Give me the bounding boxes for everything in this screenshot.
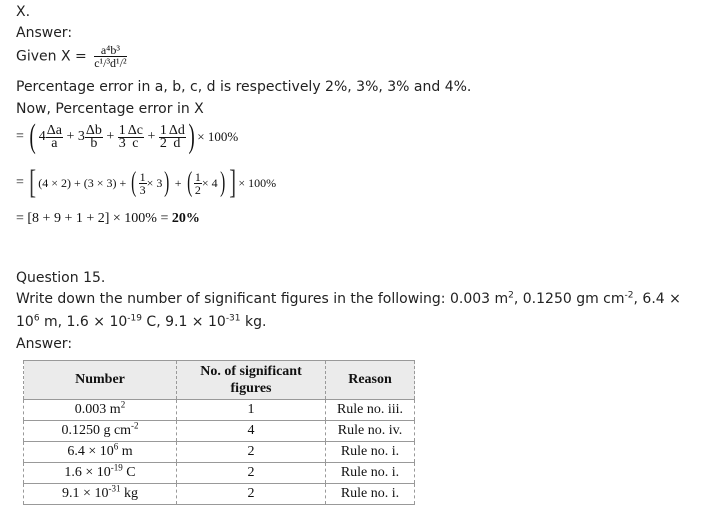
frac-num: 1 <box>194 169 201 184</box>
significant-figures-table <box>23 360 415 505</box>
cell-number <box>24 463 177 484</box>
header-reason: Reason <box>326 361 415 400</box>
equals-sign: = <box>16 175 24 190</box>
plus-term: + 3 <box>66 129 85 144</box>
frac-num: Δb <box>85 122 102 138</box>
num-exponent: -2 <box>131 420 139 431</box>
num-base: 0.1250 g cm <box>61 423 132 438</box>
frac-den: a <box>51 135 58 151</box>
num-exponent: 2 <box>120 399 126 410</box>
q-exponent: 6 <box>33 313 40 324</box>
close-bracket: ] <box>229 164 237 201</box>
now-statement: Now, Percentage error in X <box>16 101 204 117</box>
open-paren: ( <box>186 167 192 198</box>
fraction-dc-c <box>127 122 144 151</box>
fraction-dd-d <box>168 122 186 151</box>
fraction-da-a <box>46 122 63 151</box>
num-unit: kg <box>120 486 138 501</box>
product-4x2: (4 × 2) <box>38 176 71 190</box>
times-4: × 4 <box>201 176 218 190</box>
cell-count: 2 <box>177 442 326 463</box>
q-exponent: -2 <box>624 290 634 301</box>
cell-reason: Rule no. i. <box>326 463 415 484</box>
open-bracket: [ <box>29 164 36 201</box>
frac-num: 1 <box>159 122 167 138</box>
given-equation <box>16 44 127 76</box>
times-100-percent: × 100% <box>197 129 239 144</box>
fraction-1-2 <box>194 171 202 196</box>
table-row <box>24 400 415 421</box>
cell-reason: Rule no. i. <box>326 484 415 505</box>
cell-count: 2 <box>177 463 326 484</box>
table-row <box>24 421 415 442</box>
times-100-percent: × 100% <box>238 176 277 190</box>
fraction-db-b <box>85 122 103 151</box>
frac-den: 2 <box>159 135 167 151</box>
q-exponent: -19 <box>127 313 142 324</box>
fraction-1-2 <box>159 122 168 151</box>
num-exponent: 6 <box>113 441 119 452</box>
formula-line-1 <box>16 120 238 160</box>
num-base: 9.1 × 10 <box>62 486 109 501</box>
frac-den: 3 <box>139 182 146 197</box>
answer-label: Answer: <box>16 336 73 352</box>
table-header-row <box>24 361 415 400</box>
table-row <box>24 442 415 463</box>
num-exponent: -19 <box>110 462 123 473</box>
given-fraction <box>94 44 126 69</box>
q-text: m, 1.6 × 10 <box>39 314 128 330</box>
equals-sign: = <box>16 129 24 144</box>
plus-sign: + <box>106 129 115 144</box>
q-exponent: -31 <box>225 313 241 324</box>
plus-sign: + <box>147 129 156 144</box>
question-text-line-1 <box>16 290 681 308</box>
q-text: kg. <box>240 314 267 330</box>
plus-sign: + <box>174 176 182 190</box>
result-line <box>16 210 200 228</box>
frac-num: Δd <box>168 122 185 138</box>
cell-reason: Rule no. iv. <box>326 421 415 442</box>
num-base: 1.6 × 10 <box>64 465 111 480</box>
q-text: Write down the number of significant figures in the following: 0.003 m <box>16 291 509 307</box>
cell-reason: Rule no. i. <box>326 442 415 463</box>
frac-num: 1 <box>139 169 146 184</box>
table-row <box>24 463 415 484</box>
formula-line-2 <box>16 166 276 206</box>
frac-den: b <box>90 135 98 151</box>
cell-number <box>24 400 177 421</box>
close-paren: ) <box>188 118 195 155</box>
num-base: 0.003 m <box>74 402 121 417</box>
q-text: C, 9.1 × 10 <box>141 314 226 330</box>
cell-count: 1 <box>177 400 326 421</box>
cell-number <box>24 421 177 442</box>
times-3: × 3 <box>146 176 163 190</box>
frac-num: 1 <box>118 122 126 138</box>
close-paren: ) <box>219 167 225 198</box>
plus-sign: + <box>74 176 81 190</box>
given-denominator: c¹/³d¹/² <box>94 56 127 70</box>
plus-sign: + <box>119 176 127 190</box>
result-text: = [8 + 9 + 1 + 2] × 100% = <box>16 211 172 226</box>
num-unit: m <box>118 444 133 459</box>
question-title: Question 15. <box>16 270 106 286</box>
cell-count: 4 <box>177 421 326 442</box>
frac-den: 3 <box>118 135 126 151</box>
coef: 4 <box>38 129 46 144</box>
question-text-line-2 <box>16 313 266 331</box>
section-heading: X. <box>16 4 31 20</box>
frac-num: Δc <box>127 122 143 138</box>
fraction-1-3 <box>139 171 147 196</box>
table-row <box>24 484 415 505</box>
q-text: , 6.4 × <box>633 291 681 307</box>
cell-reason: Rule no. iii. <box>326 400 415 421</box>
header-number: Number <box>24 361 177 400</box>
frac-den: c <box>132 135 139 151</box>
given-prefix: Given X = <box>16 48 87 65</box>
cell-number <box>24 484 177 505</box>
q-text: , 0.1250 gm cm <box>513 291 625 307</box>
given-numerator: a⁴b³ <box>94 44 126 57</box>
open-paren: ( <box>131 167 137 198</box>
frac-den: d <box>173 135 181 151</box>
result-value: 20% <box>171 211 200 226</box>
cell-count: 2 <box>177 484 326 505</box>
num-unit: C <box>122 465 136 480</box>
product-3x3: (3 × 3) <box>83 176 117 190</box>
open-paren: ( <box>29 118 37 155</box>
frac-num: Δa <box>46 122 62 138</box>
num-base: 6.4 × 10 <box>67 444 114 459</box>
header-count: No. of significant figures <box>177 361 326 400</box>
q-exponent: 2 <box>508 290 514 301</box>
percentage-error-statement: Percentage error in a, b, c, d is respectively 2%, 3%, 3% and 4%. <box>16 79 472 95</box>
fraction-1-3 <box>118 122 127 151</box>
q-text: 10 <box>16 314 34 330</box>
num-exponent: -31 <box>108 483 121 494</box>
close-paren: ) <box>164 167 170 198</box>
answer-label: Answer: <box>16 25 73 41</box>
cell-number <box>24 442 177 463</box>
frac-den: 2 <box>194 182 201 197</box>
